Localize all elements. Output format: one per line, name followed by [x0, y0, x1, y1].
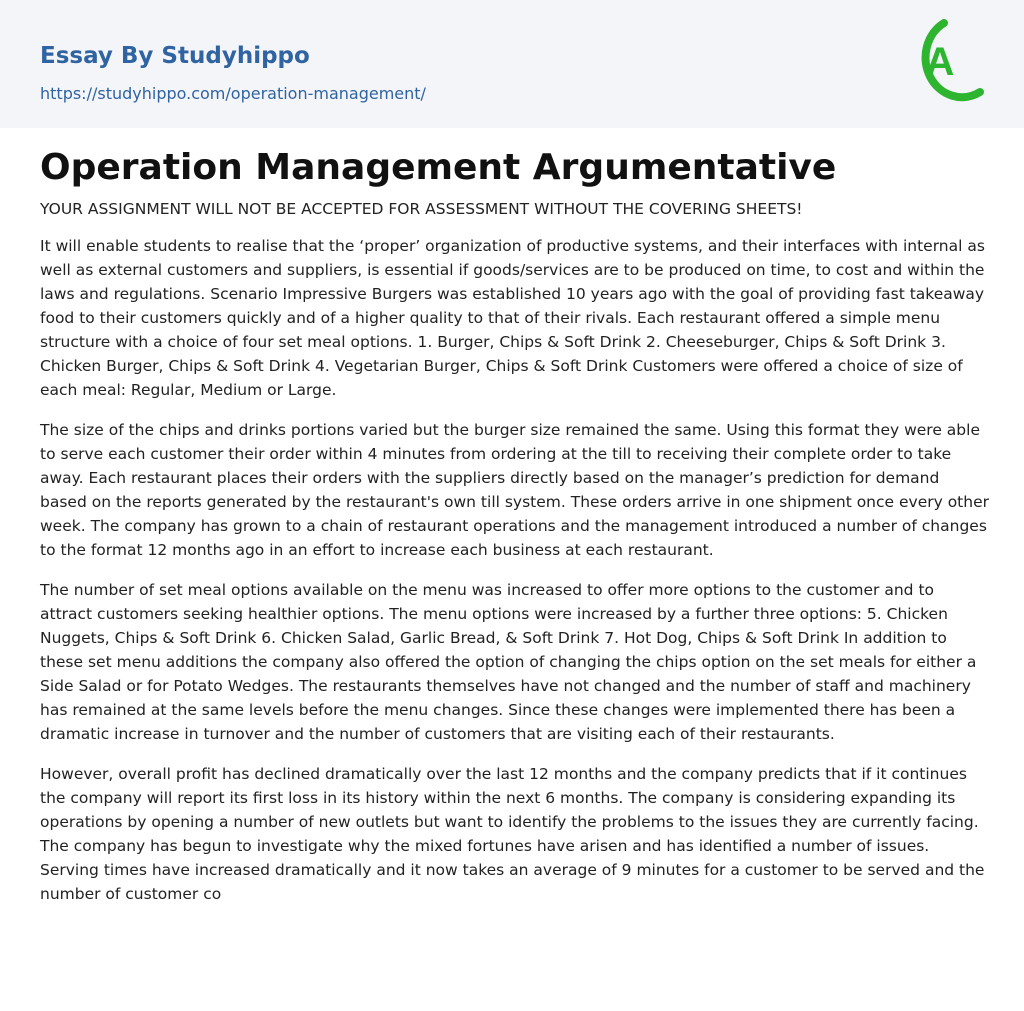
essay-url-link[interactable]: https://studyhippo.com/operation-management/ [40, 84, 426, 103]
article [40, 146, 990, 906]
site-header [0, 0, 1024, 128]
article-paragraph-4: However, overall profit has declined dramatically over the last 12 months and the company predicts that if it continues the company will report its first loss in its history within the next 6 months. The company is considering expanding its operations by opening a number of new outlets but want to identify the problems to the issues they are currently facing. The company has begun to investigate why the mixed fortunes have arisen and has identified a number of issues. Serving times have increased dramatically and it now takes an average of 9 minutes for a customer to be served and the number of customer co [40, 765, 985, 903]
page-title: Operation Management Argumentative [40, 147, 837, 188]
article-paragraph-2: The size of the chips and drinks portions varied but the burger size remained the same. Using this format they were able to serve each customer their order within 4 minutes from ordering at the till to receiving their complete order to take away. Each restaurant places their orders with the suppliers directly based on the manager’s prediction for demand based on the reports generated by the restaurant's own till system. These orders arrive in one shipment once every other week. The company has grown to a chain of restaurant operations and the management introduced a number of changes to the format 12 months ago in an effort to increase each business at each restaurant. [40, 421, 989, 559]
assignment-notice: YOUR ASSIGNMENT WILL NOT BE ACCEPTED FOR ASSESSMENT WITHOUT THE COVERING SHEETS! [40, 200, 803, 218]
studyhippo-logo-icon[interactable] [908, 18, 988, 106]
site-title[interactable]: Essay By Studyhippo [40, 43, 310, 69]
logo-letter: A [925, 40, 955, 84]
article-paragraph-3: The number of set meal options available on the menu was increased to offer more options to the customer and to attract customers seeking healthier options. The menu options were increased by a further three options: 5. Chicken Nuggets, Chips & Soft Drink 6. Chicken Salad, Garlic Bread, & Soft Drink 7. Hot Dog, Chips & Soft Drink In addition to these set menu additions the company also offered the option of changing the chips option on the set meals for either a Side Salad or for Potato Wedges. The restaurants themselves have not changed and the number of staff and machinery has remained at the same levels before the menu changes. Since these changes were implemented there has been a dramatic increase in turnover and the number of customers that are visiting each of their restaurants. [40, 581, 977, 743]
article-paragraph-1: It will enable students to realise that the ‘proper’ organization of productive systems, and their interfaces with internal as well as external customers and suppliers, is essential if goods/services are to be produced on time, to cost and within the laws and regulations. Scenario Impressive Burgers was established 10 years ago with the goal of providing fast takeaway food to their customers quickly and of a higher quality to that of their rivals. Each restaurant offered a simple menu structure with a choice of four set meal options. 1. Burger, Chips & Soft Drink 2. Cheeseburger, Chips & Soft Drink 3. Chicken Burger, Chips & Soft Drink 4. Vegetarian Burger, Chips & Soft Drink Customers were offered a choice of size of each meal: Regular, Medium or Large. [40, 237, 985, 399]
